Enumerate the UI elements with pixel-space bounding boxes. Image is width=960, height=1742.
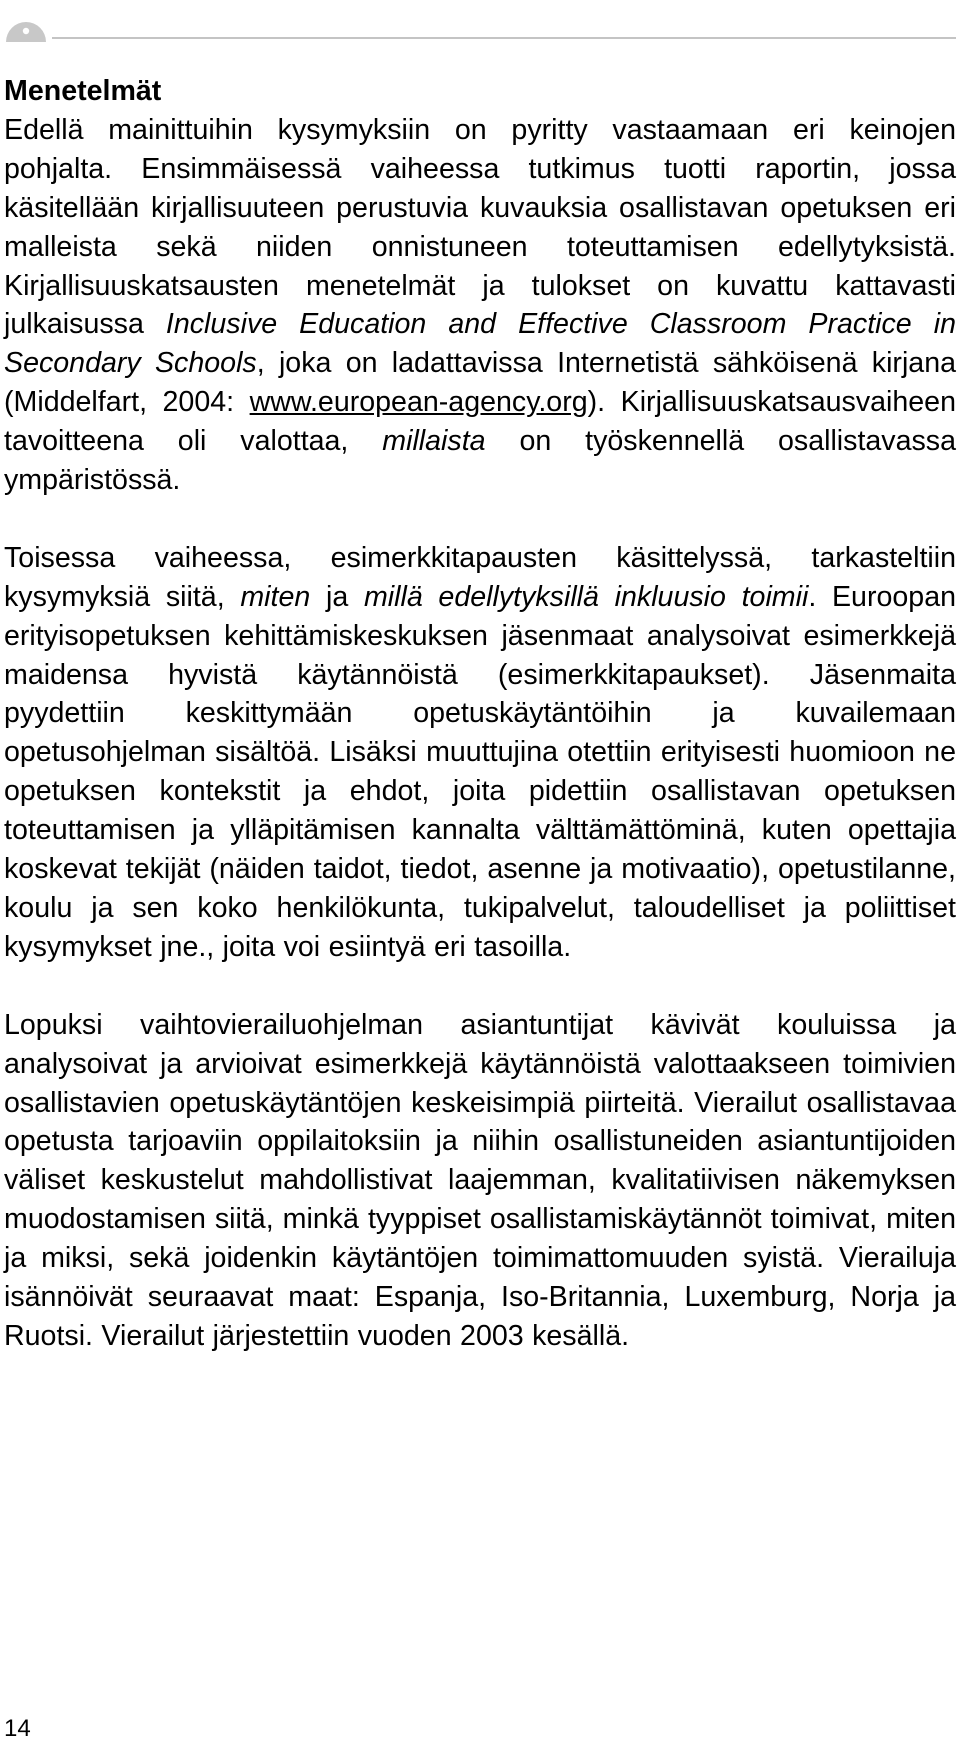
page-number: 14 [4, 1715, 31, 1742]
header-rule [52, 37, 956, 39]
paragraph-methods-intro [4, 111, 956, 500]
paragraph-text: Toisessa vaiheessa, esimerkkitapausten käsittelyssä, tarkasteltiin kysymyksiä siitä, [4, 541, 956, 613]
paragraph-text: ja [310, 580, 364, 613]
page-header [0, 0, 960, 48]
paragraph-text: ). Kirjallisuuskatsausvaiheen tavoitteena oli valottaa, [4, 386, 956, 458]
agency-logo-icon [4, 12, 54, 42]
document-body [4, 72, 956, 1356]
paragraph-text: . Euroopan erityisopetuksen kehittämiskeskuksen jäsenmaat analysoivat esimerkkejä maidensa hyvistä käytännöistä (esimerkkitapaukset). Jäsenmaita pyydettiin keskittymään opetuskäytäntöihin ja kuvailemaan opetusohjelman sisältöä. Lisäksi muuttujina otettiin erityisesti huomioon ne opetuksen kontekstit ja ehdot, joita pidettiin osallistavan opetuksen toteuttamisen ja ylläpitämisen kannalta välttämättöminä, kuten opettajia koskevat tekijät (näiden taidot, tiedot, asenne ja motivaatio), opetustilanne, koulu ja sen koko henkilökunta, tukipalvelut, taloudelliset ja poliittiset kysymykset jne., joita voi esiintyä eri tasoilla. [4, 580, 956, 963]
paragraph-text: Lopuksi vaihtovierailuohjelman asiantuntijat kävivät kouluissa ja analysoivat ja arvioivat esimerkkejä käytännöistä valottaakseen toimivien osallistavien opetuskäytäntöjen keskeisimpiä piirteitä. Vierailut osallistavaa opetusta tarjoaviin oppilaitoksiin ja niihin osallistuneiden asiantuntijoiden väliset keskustelut mahdollistivat laajemman, kvalitatiivisen näkemyksen muodostamisen siitä, minkä tyyppiset osallistamiskäytännöt toimivat, miten ja miksi, sekä joidenkin käytäntöjen toimimattomuuden syistä. Vierailuja isännöivät seuraavat maat: Espanja, Iso-Britannia, Luxemburg, Norja ja Ruotsi. Vierailut järjestettiin vuoden 2003 kesällä. [4, 1008, 956, 1352]
paragraph-case-studies [4, 539, 956, 967]
section-heading: Menetelmät [4, 75, 162, 107]
paragraph-exchange-visits [4, 1006, 956, 1356]
emphasis-text: millä edellytyksillä inkluusio toimii [363, 580, 809, 613]
publication-title: Inclusive Education and Effective Classroom Practice in Secondary Schools [4, 308, 956, 380]
paragraph-text: on työskennellä osallistavassa ympäristössä. [4, 425, 956, 497]
emphasis-text: miten [240, 580, 311, 613]
emphasis-text: millaista [382, 425, 486, 458]
agency-website-link[interactable]: www.european-agency.org [249, 386, 588, 419]
paragraph-text: Edellä mainittuihin kysymyksiin on pyritty vastaamaan eri keinojen pohjalta. Ensimmäisessä vaiheessa tutkimus tuotti raportin, jossa käsitellään kirjallisuuteen perustuvia kuvauksia osallistavan opetuksen eri malleista sekä niiden onnistuneen toteuttamisen edellytyksistä. Kirjallisuuskatsausten menetelmät ja tulokset on kuvattu kattavasti julkaisussa [4, 113, 956, 341]
paragraph-text: , joka on ladattavissa Internetistä sähköisenä kirjana (Middelfart, 2004: [4, 347, 956, 419]
